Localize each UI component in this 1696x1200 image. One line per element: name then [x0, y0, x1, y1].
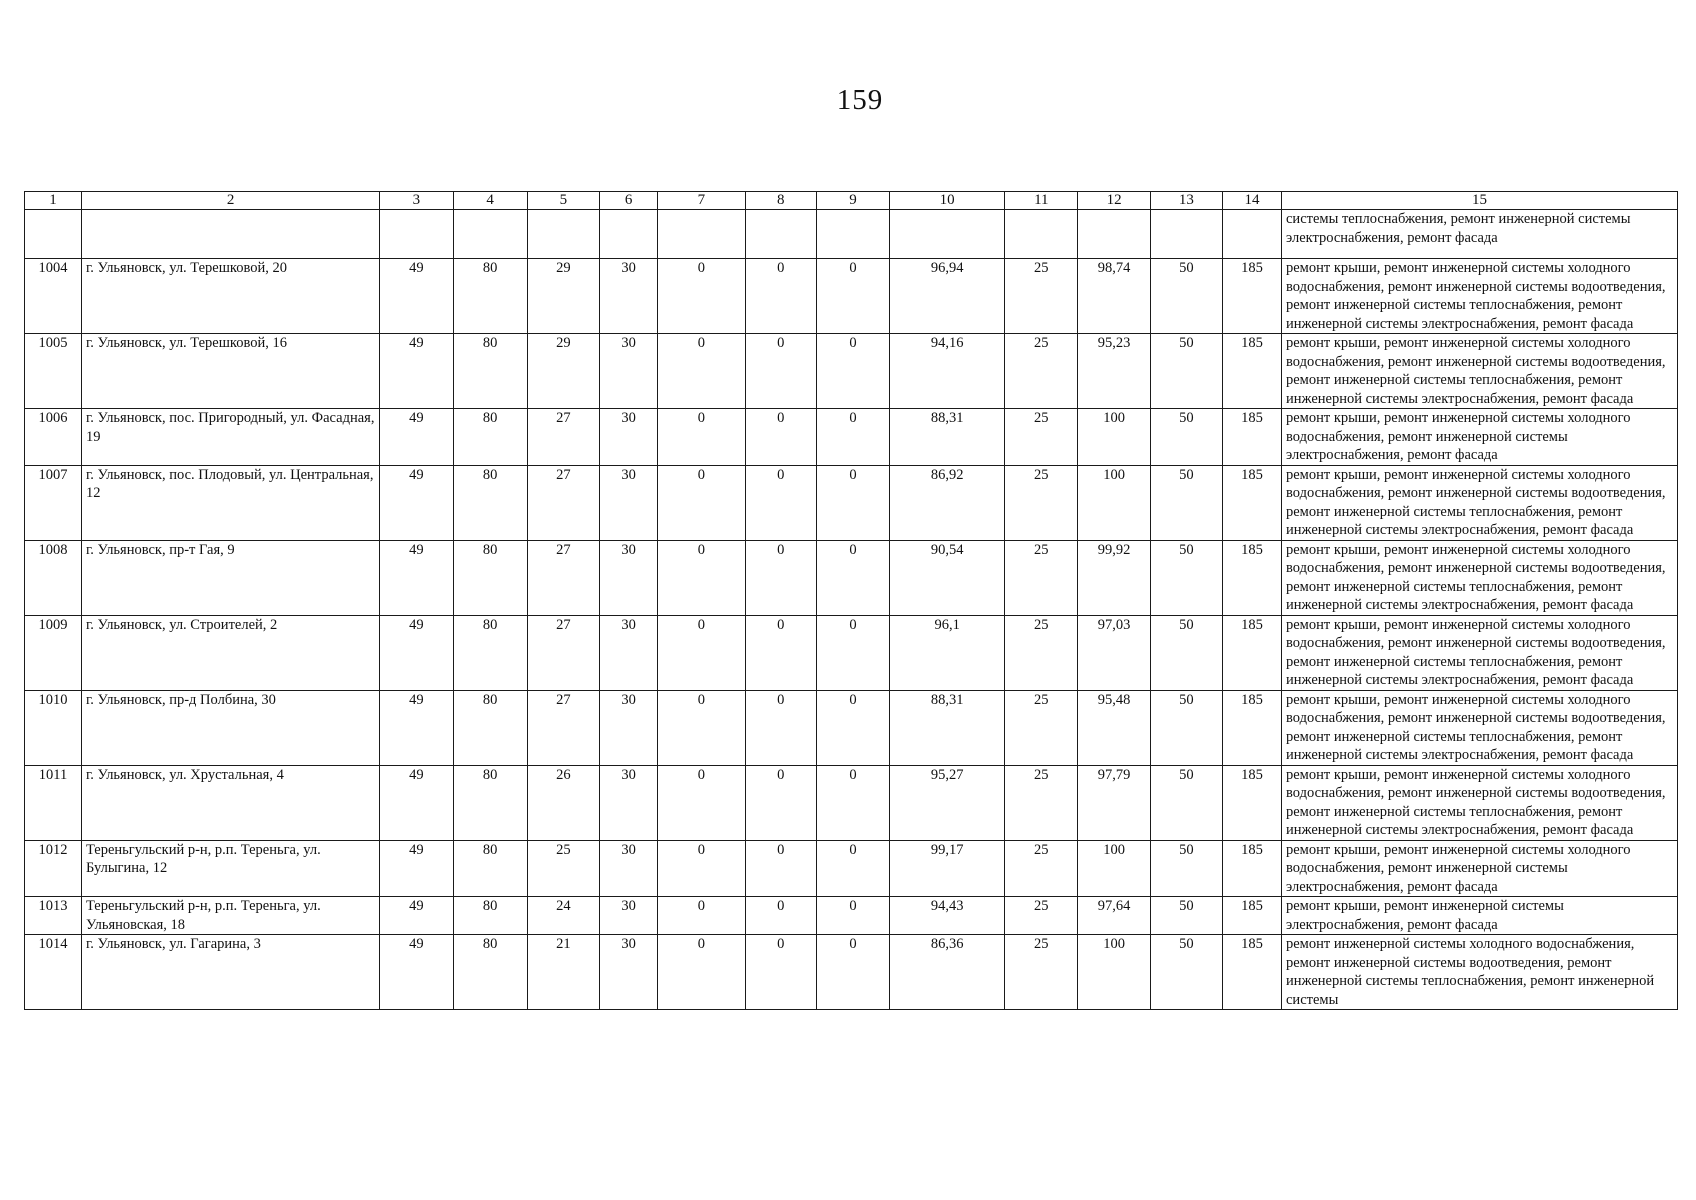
row-number-cell: 1013: [25, 897, 82, 935]
value-cell-10: 94,43: [890, 897, 1005, 935]
value-cell-14: 185: [1222, 690, 1281, 765]
value-cell-10: 86,36: [890, 935, 1005, 1010]
value-cell-9: 0: [816, 935, 889, 1010]
value-cell-10: 88,31: [890, 409, 1005, 466]
value-cell-3: 49: [380, 409, 453, 466]
address-cell: г. Ульяновск, пос. Пригородный, ул. Фасадная, 19: [82, 409, 380, 466]
address-cell: Тереньгульский р-н, р.п. Тереньга, ул. Булыгина, 12: [82, 840, 380, 897]
column-header: 6: [600, 192, 658, 210]
value-cell-10: 95,27: [890, 765, 1005, 840]
value-cell-7: 0: [658, 765, 746, 840]
value-cell-7: 0: [658, 259, 746, 334]
value-cell-4: 80: [453, 897, 527, 935]
row-number-cell: 1008: [25, 540, 82, 615]
value-cell-3: 49: [380, 840, 453, 897]
work-list-cell: ремонт инженерной системы холодного водоснабжения, ремонт инженерной системы водоотведения, ремонт инженерной системы теплоснабжения, ремонт инженерной системы: [1282, 935, 1678, 1010]
value-cell-10: 96,94: [890, 259, 1005, 334]
value-cell-3: 49: [380, 935, 453, 1010]
value-cell-7: 0: [658, 334, 746, 409]
table-row: [25, 935, 1678, 1010]
value-cell-12: 100: [1078, 409, 1150, 466]
table-row: [25, 259, 1678, 334]
column-header: 4: [453, 192, 527, 210]
value-cell-7: 0: [658, 690, 746, 765]
value-cell-11: 25: [1005, 765, 1078, 840]
work-list-cell: ремонт крыши, ремонт инженерной системы холодного водоснабжения, ремонт инженерной системы водоотведения, ремонт инженерной системы теплоснабжения, ремонт инженерной системы электроснабжения, ремонт фасада: [1282, 615, 1678, 690]
value-cell-3: 49: [380, 465, 453, 540]
value-cell-3: 49: [380, 259, 453, 334]
value-cell-11: 25: [1005, 897, 1078, 935]
column-header: 10: [890, 192, 1005, 210]
column-header: 5: [527, 192, 599, 210]
row-number-cell: 1007: [25, 465, 82, 540]
work-list-cell: ремонт крыши, ремонт инженерной системы холодного водоснабжения, ремонт инженерной системы электроснабжения, ремонт фасада: [1282, 409, 1678, 466]
column-header: 14: [1222, 192, 1281, 210]
value-cell-8: 0: [745, 409, 816, 466]
row-number-cell: 1004: [25, 259, 82, 334]
empty-cell: [745, 210, 816, 259]
work-list-cell: ремонт крыши, ремонт инженерной системы холодного водоснабжения, ремонт инженерной системы электроснабжения, ремонт фасада: [1282, 840, 1678, 897]
value-cell-3: 49: [380, 897, 453, 935]
work-list-cell: ремонт крыши, ремонт инженерной системы холодного водоснабжения, ремонт инженерной системы водоотведения, ремонт инженерной системы теплоснабжения, ремонт инженерной системы электроснабжения, ремонт фасада: [1282, 690, 1678, 765]
value-cell-4: 80: [453, 690, 527, 765]
value-cell-5: 24: [527, 897, 599, 935]
column-header: 13: [1150, 192, 1222, 210]
address-cell: г. Ульяновск, ул. Терешковой, 20: [82, 259, 380, 334]
value-cell-13: 50: [1150, 935, 1222, 1010]
address-cell: г. Ульяновск, пр-т Гая, 9: [82, 540, 380, 615]
value-cell-3: 49: [380, 540, 453, 615]
column-header: 8: [745, 192, 816, 210]
empty-cell: [453, 210, 527, 259]
row-number-cell: 1012: [25, 840, 82, 897]
empty-cell: [527, 210, 599, 259]
value-cell-5: 21: [527, 935, 599, 1010]
value-cell-4: 80: [453, 334, 527, 409]
value-cell-7: 0: [658, 540, 746, 615]
value-cell-14: 185: [1222, 334, 1281, 409]
table-row: [25, 690, 1678, 765]
table-row: [25, 540, 1678, 615]
row-number-cell: 1009: [25, 615, 82, 690]
value-cell-7: 0: [658, 840, 746, 897]
work-list-cell: ремонт крыши, ремонт инженерной системы холодного водоснабжения, ремонт инженерной системы водоотведения, ремонт инженерной системы теплоснабжения, ремонт инженерной системы электроснабжения, ремонт фасада: [1282, 334, 1678, 409]
empty-cell: [890, 210, 1005, 259]
value-cell-14: 185: [1222, 259, 1281, 334]
value-cell-14: 185: [1222, 840, 1281, 897]
value-cell-6: 30: [600, 840, 658, 897]
value-cell-12: 97,64: [1078, 897, 1150, 935]
column-header: 15: [1282, 192, 1678, 210]
row-number-cell: 1014: [25, 935, 82, 1010]
value-cell-11: 25: [1005, 334, 1078, 409]
value-cell-14: 185: [1222, 765, 1281, 840]
value-cell-10: 90,54: [890, 540, 1005, 615]
value-cell-12: 95,48: [1078, 690, 1150, 765]
column-header: 11: [1005, 192, 1078, 210]
table-row: [25, 334, 1678, 409]
address-cell: г. Ульяновск, ул. Хрустальная, 4: [82, 765, 380, 840]
value-cell-12: 98,74: [1078, 259, 1150, 334]
column-header: 2: [82, 192, 380, 210]
empty-cell: [658, 210, 746, 259]
address-cell: г. Ульяновск, ул. Гагарина, 3: [82, 935, 380, 1010]
value-cell-13: 50: [1150, 465, 1222, 540]
value-cell-10: 86,92: [890, 465, 1005, 540]
value-cell-4: 80: [453, 465, 527, 540]
column-header: 9: [816, 192, 889, 210]
value-cell-9: 0: [816, 765, 889, 840]
work-list-cell: ремонт крыши, ремонт инженерной системы холодного водоснабжения, ремонт инженерной системы водоотведения, ремонт инженерной системы теплоснабжения, ремонт инженерной системы электроснабжения, ремонт фасада: [1282, 765, 1678, 840]
value-cell-8: 0: [745, 765, 816, 840]
value-cell-14: 185: [1222, 935, 1281, 1010]
value-cell-4: 80: [453, 935, 527, 1010]
value-cell-4: 80: [453, 840, 527, 897]
value-cell-11: 25: [1005, 615, 1078, 690]
row-number-cell: 1010: [25, 690, 82, 765]
value-cell-10: 88,31: [890, 690, 1005, 765]
empty-cell: [25, 210, 82, 259]
value-cell-7: 0: [658, 409, 746, 466]
value-cell-9: 0: [816, 259, 889, 334]
value-cell-14: 185: [1222, 615, 1281, 690]
column-number-header-row: [25, 192, 1678, 210]
value-cell-5: 27: [527, 690, 599, 765]
value-cell-6: 30: [600, 334, 658, 409]
value-cell-12: 97,79: [1078, 765, 1150, 840]
value-cell-8: 0: [745, 540, 816, 615]
value-cell-8: 0: [745, 259, 816, 334]
value-cell-6: 30: [600, 259, 658, 334]
value-cell-6: 30: [600, 465, 658, 540]
empty-cell: [82, 210, 380, 259]
value-cell-13: 50: [1150, 690, 1222, 765]
empty-cell: [1150, 210, 1222, 259]
work-list-cell: системы теплоснабжения, ремонт инженерной системы электроснабжения, ремонт фасада: [1282, 210, 1678, 259]
table-row: [25, 840, 1678, 897]
empty-cell: [380, 210, 453, 259]
value-cell-6: 30: [600, 409, 658, 466]
value-cell-4: 80: [453, 615, 527, 690]
value-cell-9: 0: [816, 690, 889, 765]
value-cell-11: 25: [1005, 540, 1078, 615]
value-cell-3: 49: [380, 334, 453, 409]
table-row: [25, 465, 1678, 540]
value-cell-3: 49: [380, 690, 453, 765]
value-cell-6: 30: [600, 690, 658, 765]
value-cell-8: 0: [745, 935, 816, 1010]
value-cell-6: 30: [600, 615, 658, 690]
value-cell-9: 0: [816, 615, 889, 690]
value-cell-11: 25: [1005, 690, 1078, 765]
value-cell-4: 80: [453, 765, 527, 840]
value-cell-8: 0: [745, 465, 816, 540]
value-cell-9: 0: [816, 897, 889, 935]
value-cell-5: 27: [527, 615, 599, 690]
value-cell-13: 50: [1150, 259, 1222, 334]
column-header: 1: [25, 192, 82, 210]
address-cell: Тереньгульский р-н, р.п. Тереньга, ул. Ульяновская, 18: [82, 897, 380, 935]
value-cell-12: 95,23: [1078, 334, 1150, 409]
work-list-cell: ремонт крыши, ремонт инженерной системы холодного водоснабжения, ремонт инженерной системы водоотведения, ремонт инженерной системы теплоснабжения, ремонт инженерной системы электроснабжения, ремонт фасада: [1282, 465, 1678, 540]
value-cell-3: 49: [380, 615, 453, 690]
value-cell-13: 50: [1150, 897, 1222, 935]
value-cell-5: 29: [527, 259, 599, 334]
value-cell-13: 50: [1150, 765, 1222, 840]
value-cell-11: 25: [1005, 259, 1078, 334]
value-cell-4: 80: [453, 409, 527, 466]
value-cell-6: 30: [600, 765, 658, 840]
value-cell-10: 99,17: [890, 840, 1005, 897]
row-number-cell: 1011: [25, 765, 82, 840]
work-list-cell: ремонт крыши, ремонт инженерной системы холодного водоснабжения, ремонт инженерной системы водоотведения, ремонт инженерной системы теплоснабжения, ремонт инженерной системы электроснабжения, ремонт фасада: [1282, 540, 1678, 615]
value-cell-10: 94,16: [890, 334, 1005, 409]
column-header: 12: [1078, 192, 1150, 210]
empty-cell: [1078, 210, 1150, 259]
value-cell-8: 0: [745, 897, 816, 935]
value-cell-9: 0: [816, 334, 889, 409]
value-cell-12: 100: [1078, 935, 1150, 1010]
value-cell-12: 100: [1078, 840, 1150, 897]
repair-register-table: [24, 191, 1678, 1010]
value-cell-7: 0: [658, 615, 746, 690]
value-cell-5: 26: [527, 765, 599, 840]
value-cell-13: 50: [1150, 540, 1222, 615]
value-cell-7: 0: [658, 465, 746, 540]
row-number-cell: 1005: [25, 334, 82, 409]
page-number: 159: [836, 84, 884, 116]
value-cell-14: 185: [1222, 409, 1281, 466]
value-cell-11: 25: [1005, 465, 1078, 540]
table-row: [25, 897, 1678, 935]
value-cell-7: 0: [658, 935, 746, 1010]
address-cell: г. Ульяновск, пос. Плодовый, ул. Центральная, 12: [82, 465, 380, 540]
value-cell-5: 27: [527, 540, 599, 615]
value-cell-10: 96,1: [890, 615, 1005, 690]
address-cell: г. Ульяновск, ул. Строителей, 2: [82, 615, 380, 690]
value-cell-7: 0: [658, 897, 746, 935]
value-cell-8: 0: [745, 615, 816, 690]
value-cell-13: 50: [1150, 409, 1222, 466]
value-cell-9: 0: [816, 840, 889, 897]
value-cell-14: 185: [1222, 540, 1281, 615]
row-number-cell: 1006: [25, 409, 82, 466]
table-row: [25, 615, 1678, 690]
value-cell-6: 30: [600, 540, 658, 615]
empty-cell: [816, 210, 889, 259]
value-cell-4: 80: [453, 259, 527, 334]
value-cell-11: 25: [1005, 409, 1078, 466]
value-cell-9: 0: [816, 409, 889, 466]
value-cell-4: 80: [453, 540, 527, 615]
table-body: [25, 210, 1678, 1010]
value-cell-5: 29: [527, 334, 599, 409]
table-row: [25, 409, 1678, 466]
value-cell-9: 0: [816, 465, 889, 540]
table-row: [25, 765, 1678, 840]
value-cell-12: 99,92: [1078, 540, 1150, 615]
value-cell-6: 30: [600, 935, 658, 1010]
empty-cell: [1005, 210, 1078, 259]
column-header: 3: [380, 192, 453, 210]
value-cell-12: 100: [1078, 465, 1150, 540]
value-cell-14: 185: [1222, 465, 1281, 540]
value-cell-6: 30: [600, 897, 658, 935]
empty-cell: [1222, 210, 1281, 259]
continuation-row: [25, 210, 1678, 259]
work-list-cell: ремонт крыши, ремонт инженерной системы холодного водоснабжения, ремонт инженерной системы водоотведения, ремонт инженерной системы теплоснабжения, ремонт инженерной системы электроснабжения, ремонт фасада: [1282, 259, 1678, 334]
value-cell-13: 50: [1150, 615, 1222, 690]
value-cell-8: 0: [745, 690, 816, 765]
column-header: 7: [658, 192, 746, 210]
value-cell-5: 27: [527, 465, 599, 540]
empty-cell: [600, 210, 658, 259]
value-cell-13: 50: [1150, 840, 1222, 897]
value-cell-3: 49: [380, 765, 453, 840]
value-cell-5: 25: [527, 840, 599, 897]
value-cell-8: 0: [745, 840, 816, 897]
value-cell-8: 0: [745, 334, 816, 409]
value-cell-9: 0: [816, 540, 889, 615]
value-cell-12: 97,03: [1078, 615, 1150, 690]
address-cell: г. Ульяновск, пр-д Полбина, 30: [82, 690, 380, 765]
value-cell-11: 25: [1005, 935, 1078, 1010]
value-cell-5: 27: [527, 409, 599, 466]
address-cell: г. Ульяновск, ул. Терешковой, 16: [82, 334, 380, 409]
work-list-cell: ремонт крыши, ремонт инженерной системы электроснабжения, ремонт фасада: [1282, 897, 1678, 935]
value-cell-11: 25: [1005, 840, 1078, 897]
value-cell-14: 185: [1222, 897, 1281, 935]
value-cell-13: 50: [1150, 334, 1222, 409]
